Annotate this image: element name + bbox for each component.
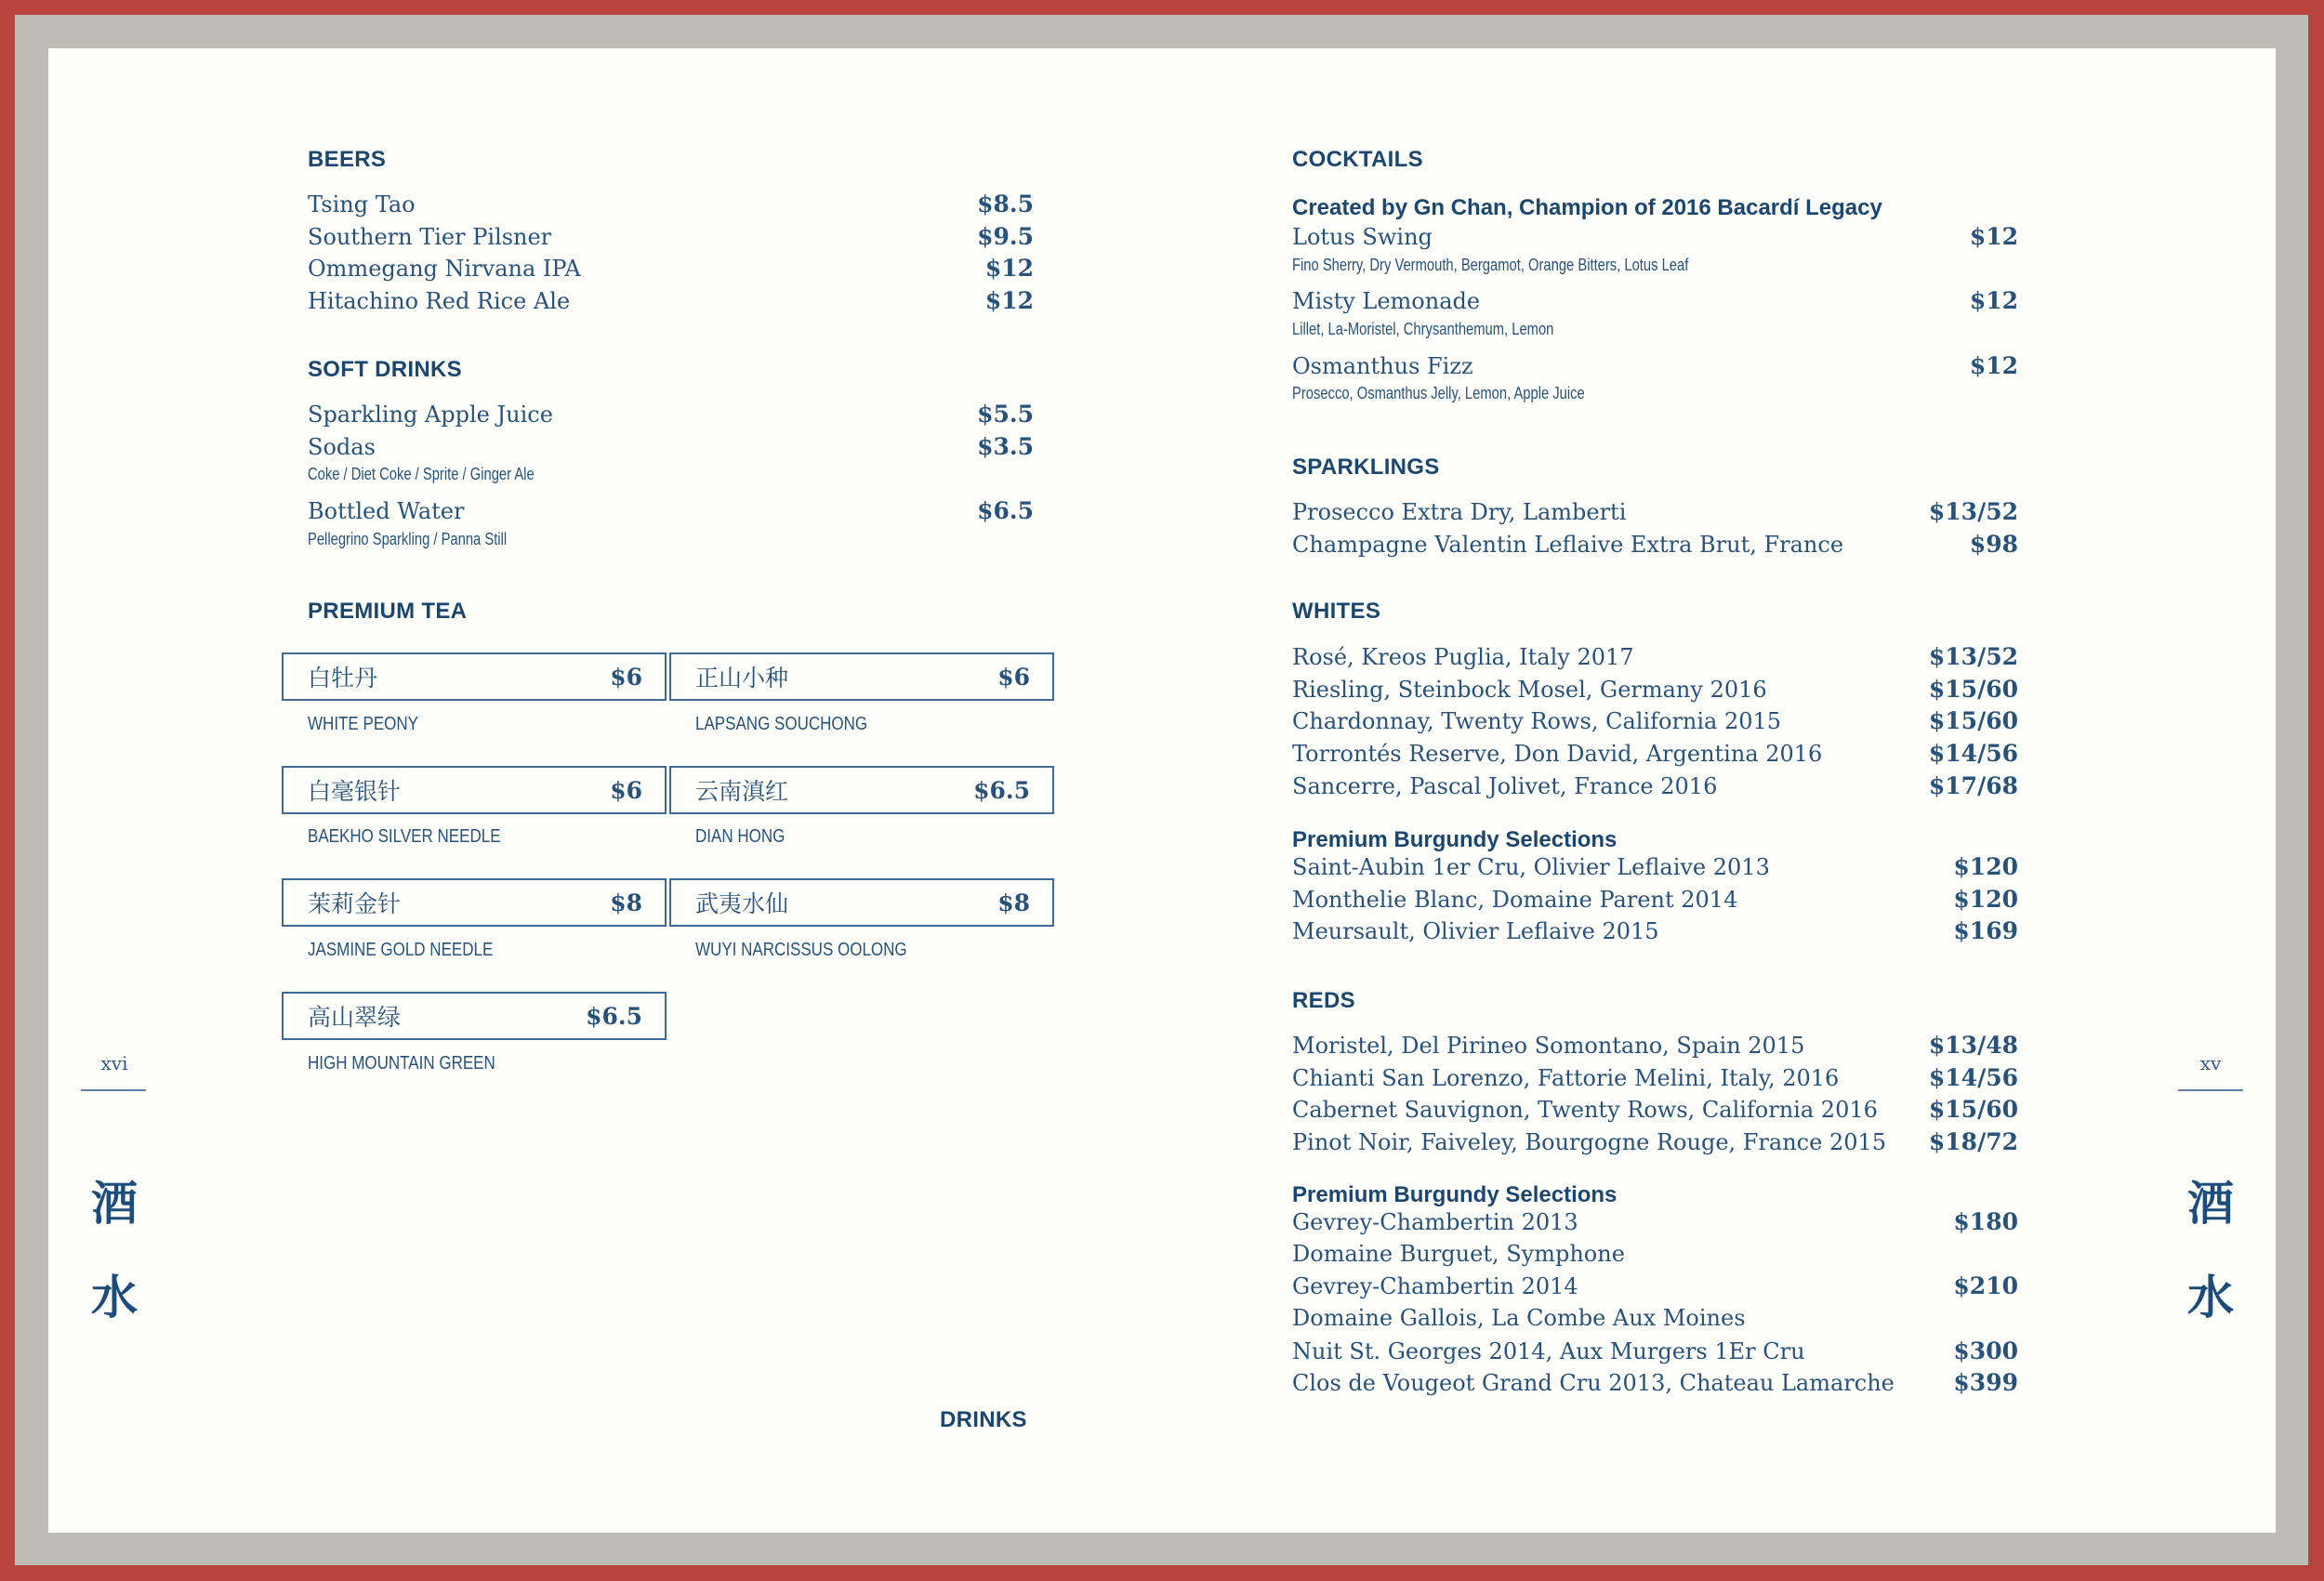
- list-item: [1292, 772, 2018, 805]
- tea-box-dian-hong: [669, 766, 1054, 814]
- item-note-row: [308, 530, 1034, 562]
- list-item: [308, 255, 1034, 287]
- list-item: [308, 401, 1034, 433]
- tea-box-jasmine-gold-needle: [282, 878, 667, 927]
- item-price: $6.5: [977, 497, 1034, 525]
- item-price: $180: [1953, 1208, 2018, 1235]
- list-item: [1292, 498, 2018, 531]
- tea-english-name: HIGH MOUNTAIN GREEN: [308, 1053, 495, 1074]
- right-side-title-char-1: 酒: [2187, 1176, 2234, 1231]
- list-item: [1292, 740, 2018, 772]
- list-item: [1292, 1208, 2018, 1241]
- item-subname: Domaine Gallois, La Combe Aux Moines: [1292, 1305, 1746, 1332]
- list-item: [1292, 853, 2018, 886]
- item-name: Meursault, Olivier Leflaive 2015: [1292, 918, 1659, 945]
- left-page-number-rule: [81, 1089, 146, 1091]
- item-name: Chardonnay, Twenty Rows, California 2015: [1292, 708, 1782, 735]
- left-side-title-char-2: 水: [91, 1270, 138, 1324]
- list-item: [1292, 1032, 2018, 1064]
- sparklings-heading: SPARKLINGS: [1292, 455, 1440, 480]
- list-item: [308, 497, 1034, 530]
- premium-tea-heading: PREMIUM TEA: [308, 599, 468, 624]
- item-note-row: [1292, 384, 2018, 416]
- item-note-row: [1292, 320, 2018, 352]
- item-price: $210: [1953, 1272, 2018, 1300]
- item-name: Osmanthus Fizz: [1292, 352, 1473, 379]
- tea-english-name: LAPSANG SOUCHONG: [695, 714, 868, 734]
- item-note: Pellegrino Sparkling / Panna Still: [308, 529, 508, 548]
- list-item: [1292, 886, 2018, 918]
- item-name: Tsing Tao: [308, 191, 416, 217]
- tea-chinese-name: 武夷水仙: [695, 890, 789, 917]
- tea-chinese-name: 白牡丹: [308, 665, 378, 692]
- tea-box-wuyi-narcissus-oolong: [669, 878, 1054, 927]
- reds-burgundy-list: [1292, 1208, 2018, 1402]
- item-price: $3.5: [977, 432, 1034, 460]
- soft-drinks-list: [308, 401, 1034, 561]
- list-item: [1292, 1272, 2018, 1305]
- item-name: Monthelie Blanc, Domaine Parent 2014: [1292, 886, 1738, 913]
- item-price: $13/52: [1928, 498, 2018, 525]
- tea-price: $6: [610, 663, 642, 691]
- list-item: [308, 433, 1034, 466]
- item-price: $15/60: [1928, 707, 2018, 735]
- tea-chinese-name: 白毫银针: [308, 778, 402, 805]
- item-price: $13/52: [1928, 643, 2018, 670]
- beers-list: [308, 191, 1034, 320]
- item-name: Prosecco Extra Dry, Lamberti: [1292, 499, 1627, 525]
- item-price: $17/68: [1928, 771, 2018, 799]
- tea-chinese-name: 正山小种: [695, 665, 789, 692]
- item-price: $12: [1969, 287, 2018, 315]
- item-name: Cabernet Sauvignon, Twenty Rows, California 2016: [1292, 1097, 1878, 1124]
- reds-heading: REDS: [1292, 988, 1355, 1013]
- item-name: Southern Tier Pilsner: [308, 223, 552, 250]
- cocktails-subtitle: Created by Gn Chan, Champion of 2016 Bacardí Legacy: [1292, 195, 1882, 220]
- item-note-row: [308, 465, 1034, 497]
- tea-chinese-name: 茉莉金针: [308, 890, 402, 917]
- item-price: $12: [984, 287, 1034, 315]
- item-name: Riesling, Steinbock Mosel, Germany 2016: [1292, 676, 1767, 703]
- item-name: Rosé, Kreos Puglia, Italy 2017: [1292, 644, 1634, 670]
- list-item: [1292, 1064, 2018, 1097]
- tea-chinese-name: 高山翠绿: [308, 1004, 402, 1031]
- tea-box-white-peony: [282, 652, 667, 701]
- item-note-row: [1292, 256, 2018, 288]
- cocktails-list: [1292, 223, 2018, 416]
- item-subname: Domaine Burguet, Symphone: [1292, 1240, 1625, 1267]
- tea-english-name: BAEKHO SILVER NEEDLE: [308, 826, 501, 847]
- item-price: $15/60: [1928, 1096, 2018, 1124]
- tea-price: $6.5: [973, 776, 1030, 804]
- item-name: Gevrey-Chambertin 2013: [1292, 1209, 1578, 1235]
- left-side-title-char-1: 酒: [91, 1176, 138, 1231]
- list-item: [1292, 1305, 2018, 1337]
- list-item: [1292, 1337, 2018, 1370]
- item-price: $8.5: [977, 191, 1034, 217]
- list-item: [1292, 352, 2018, 385]
- list-item: [1292, 676, 2018, 708]
- right-page-number: xv: [2199, 1052, 2222, 1074]
- soft-drinks-heading: SOFT DRINKS: [308, 357, 462, 382]
- item-price: $14/56: [1928, 1063, 2018, 1091]
- whites-burgundy-heading: Premium Burgundy Selections: [1292, 827, 1618, 852]
- item-note: Coke / Diet Coke / Sprite / Ginger Ale: [308, 465, 535, 484]
- list-item: [1292, 1369, 2018, 1402]
- item-name: Saint-Aubin 1er Cru, Olivier Leflaive 2013: [1292, 854, 1770, 880]
- item-price: $12: [984, 255, 1034, 283]
- tea-price: $8: [997, 889, 1030, 916]
- list-item: [1292, 1096, 2018, 1128]
- item-note: Lillet, La-Moristel, Chrysanthemum, Lemon: [1292, 320, 1554, 339]
- list-item: [1292, 917, 2018, 950]
- tea-english-name: JASMINE GOLD NEEDLE: [308, 940, 494, 960]
- cocktails-heading: COCKTAILS: [1292, 147, 1423, 172]
- sparklings-list: [1292, 498, 2018, 562]
- list-item: [1292, 707, 2018, 740]
- tea-box-baekho-silver-needle: [282, 766, 667, 814]
- item-price: $13/48: [1928, 1032, 2018, 1059]
- item-name: Bottled Water: [308, 498, 465, 525]
- tea-box-high-mountain-green: [282, 992, 667, 1040]
- item-note: Prosecco, Osmanthus Jelly, Lemon, Apple Juice: [1292, 384, 1585, 403]
- item-price: $18/72: [1928, 1128, 2018, 1156]
- item-price: $15/60: [1928, 675, 2018, 703]
- whites-list: [1292, 643, 2018, 804]
- item-name: Sodas: [308, 433, 376, 460]
- beers-heading: BEERS: [308, 147, 387, 172]
- item-name: Ommegang Nirvana IPA: [308, 256, 581, 283]
- tea-price: $6: [610, 776, 642, 804]
- list-item: [308, 223, 1034, 256]
- list-item: [1292, 223, 2018, 256]
- whites-burgundy-list: [1292, 853, 2018, 950]
- list-item: [308, 287, 1034, 320]
- item-name: Chianti San Lorenzo, Fattorie Melini, Italy, 2016: [1292, 1064, 1840, 1091]
- item-name: Lotus Swing: [1292, 224, 1433, 250]
- footer-label: DRINKS: [940, 1407, 1027, 1432]
- item-name: Nuit St. Georges 2014, Aux Murgers 1Er Cru: [1292, 1337, 1805, 1364]
- item-price: $12: [1969, 351, 2018, 379]
- list-item: [1292, 287, 2018, 320]
- item-name: Sparkling Apple Juice: [308, 402, 553, 428]
- item-price: $399: [1953, 1369, 2018, 1397]
- item-price: $120: [1953, 885, 2018, 913]
- tea-price: $8: [610, 889, 642, 916]
- item-price: $5.5: [977, 401, 1034, 428]
- item-price: $98: [1969, 530, 2018, 558]
- tea-box-lapsang-souchong: [669, 652, 1054, 701]
- item-price: $300: [1953, 1337, 2018, 1364]
- tea-price: $6: [997, 663, 1030, 691]
- left-page-number: xvi: [100, 1052, 128, 1074]
- tea-english-name: DIAN HONG: [695, 826, 786, 847]
- tea-english-name: WHITE PEONY: [308, 714, 419, 734]
- whites-heading: WHITES: [1292, 599, 1381, 624]
- item-name: Champagne Valentin Leflaive Extra Brut, France: [1292, 531, 1844, 558]
- item-name: Sancerre, Pascal Jolivet, France 2016: [1292, 772, 1718, 799]
- item-name: Hitachino Red Rice Ale: [308, 288, 571, 315]
- list-item: [1292, 643, 2018, 676]
- tea-price: $6.5: [586, 1002, 642, 1030]
- list-item: [1292, 531, 2018, 563]
- item-price: $14/56: [1928, 740, 2018, 768]
- reds-burgundy-heading: Premium Burgundy Selections: [1292, 1182, 1618, 1207]
- tea-chinese-name: 云南滇红: [695, 778, 789, 805]
- item-price: $9.5: [977, 222, 1034, 250]
- item-name: Misty Lemonade: [1292, 288, 1481, 315]
- tea-english-name: WUYI NARCISSUS OOLONG: [695, 940, 907, 960]
- item-name: Moristel, Del Pirineo Somontano, Spain 2015: [1292, 1033, 1805, 1059]
- list-item: [308, 191, 1034, 223]
- right-page-number-rule: [2178, 1089, 2243, 1091]
- item-name: Clos de Vougeot Grand Cru 2013, Chateau Lamarche: [1292, 1370, 1895, 1397]
- reds-list: [1292, 1032, 2018, 1161]
- list-item: [1292, 1128, 2018, 1161]
- item-price: $169: [1953, 917, 2018, 945]
- item-name: Pinot Noir, Faiveley, Bourgogne Rouge, France 2015: [1292, 1129, 1887, 1156]
- item-price: $120: [1953, 853, 2018, 880]
- right-side-title-char-2: 水: [2187, 1270, 2234, 1324]
- list-item: [1292, 1241, 2018, 1273]
- item-note: Fino Sherry, Dry Vermouth, Bergamot, Orange Bitters, Lotus Leaf: [1292, 255, 1689, 274]
- item-name: Torrontés Reserve, Don David, Argentina 2016: [1292, 741, 1823, 768]
- item-price: $12: [1969, 223, 2018, 250]
- item-name: Gevrey-Chambertin 2014: [1292, 1273, 1578, 1300]
